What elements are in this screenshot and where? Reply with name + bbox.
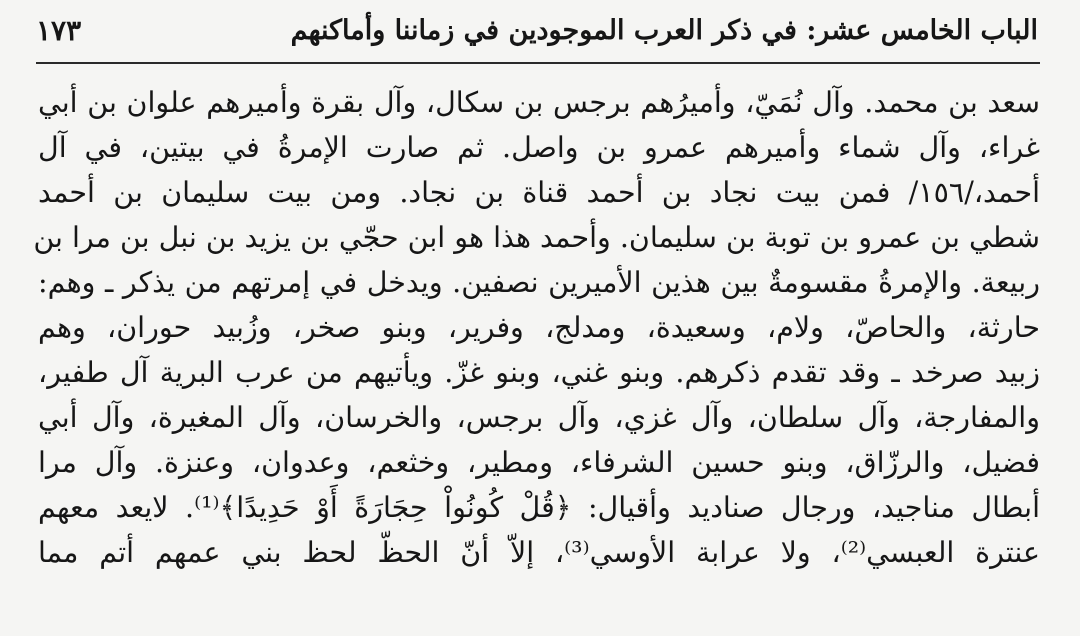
running-header — [36, 8, 1038, 52]
text-line: أحمد،/١٥٦/ فمن بيت نجاد بن أحمد قناة بن نجاد. ومن بيت سليمان بن أحمد — [38, 176, 1040, 209]
header-rule — [36, 62, 1040, 64]
text-line: أبطال مناجيد، ورجال صناديد وأقيال: ﴿قُلْ كُونُواْ حِجَارَةً أَوْ حَدِيدًا﴾⁽¹⁾. لايعد معهم — [38, 491, 1040, 524]
text-line: سعد بن محمد. وآل نُمَيّ، وأميرُهم برجس بن سكال، وآل بقرة وأميرهم علوان بن أبي — [38, 86, 1040, 119]
text-line: غراء، وآل شماء وأميرهم عمرو بن واصل. ثم صارت الإمرةُ في بيتين، في آل — [38, 131, 1040, 164]
text-line: عنترة العبسي⁽²⁾، ولا عرابة الأوسي⁽³⁾، إلاّ أنّ الحظّ لحظ بني عمهم أتم مما — [38, 536, 1040, 569]
text-line: والمفارجة، وآل سلطان، وآل غزي، وآل برجس، والخرسان، وآل المغيرة، وآل أبي — [38, 401, 1040, 434]
body-text — [33, 80, 1040, 582]
chapter-title: الباب الخامس عشر: في ذكر العرب الموجودين في زماننا وأماكنهم — [290, 14, 1038, 46]
text-line: حارثة، والحاصّ، ولام، وسعيدة، ومدلج، وفرير، وبنو صخر، وزُبيد حوران، وهم — [38, 311, 1040, 344]
text-line: زبيد صرخد ـ وقد تقدم ذكرهم. وبنو غني، وبنو غزّ. ويأتيهم من عرب البرية آل طفير، — [38, 356, 1040, 389]
text-line: فضيل، والرزّاق، وبنو حسين الشرفاء، ومطير، وخثعم، وعدوان، وعنزة. وآل مرا — [38, 446, 1040, 479]
page-number: ١٧٣ — [36, 13, 82, 47]
text-line: ربيعة. والإمرةُ مقسومةٌ بين هذين الأميرين نصفين. ويدخل في إمرتهم من يذكر ـ وهم: — [38, 266, 1040, 299]
text-line: شطي بن عمرو بن توبة بن سليمان. وأحمد هذا هو ابن حجّي بن يزيد بن نبل بن مرا بن — [33, 221, 1040, 254]
